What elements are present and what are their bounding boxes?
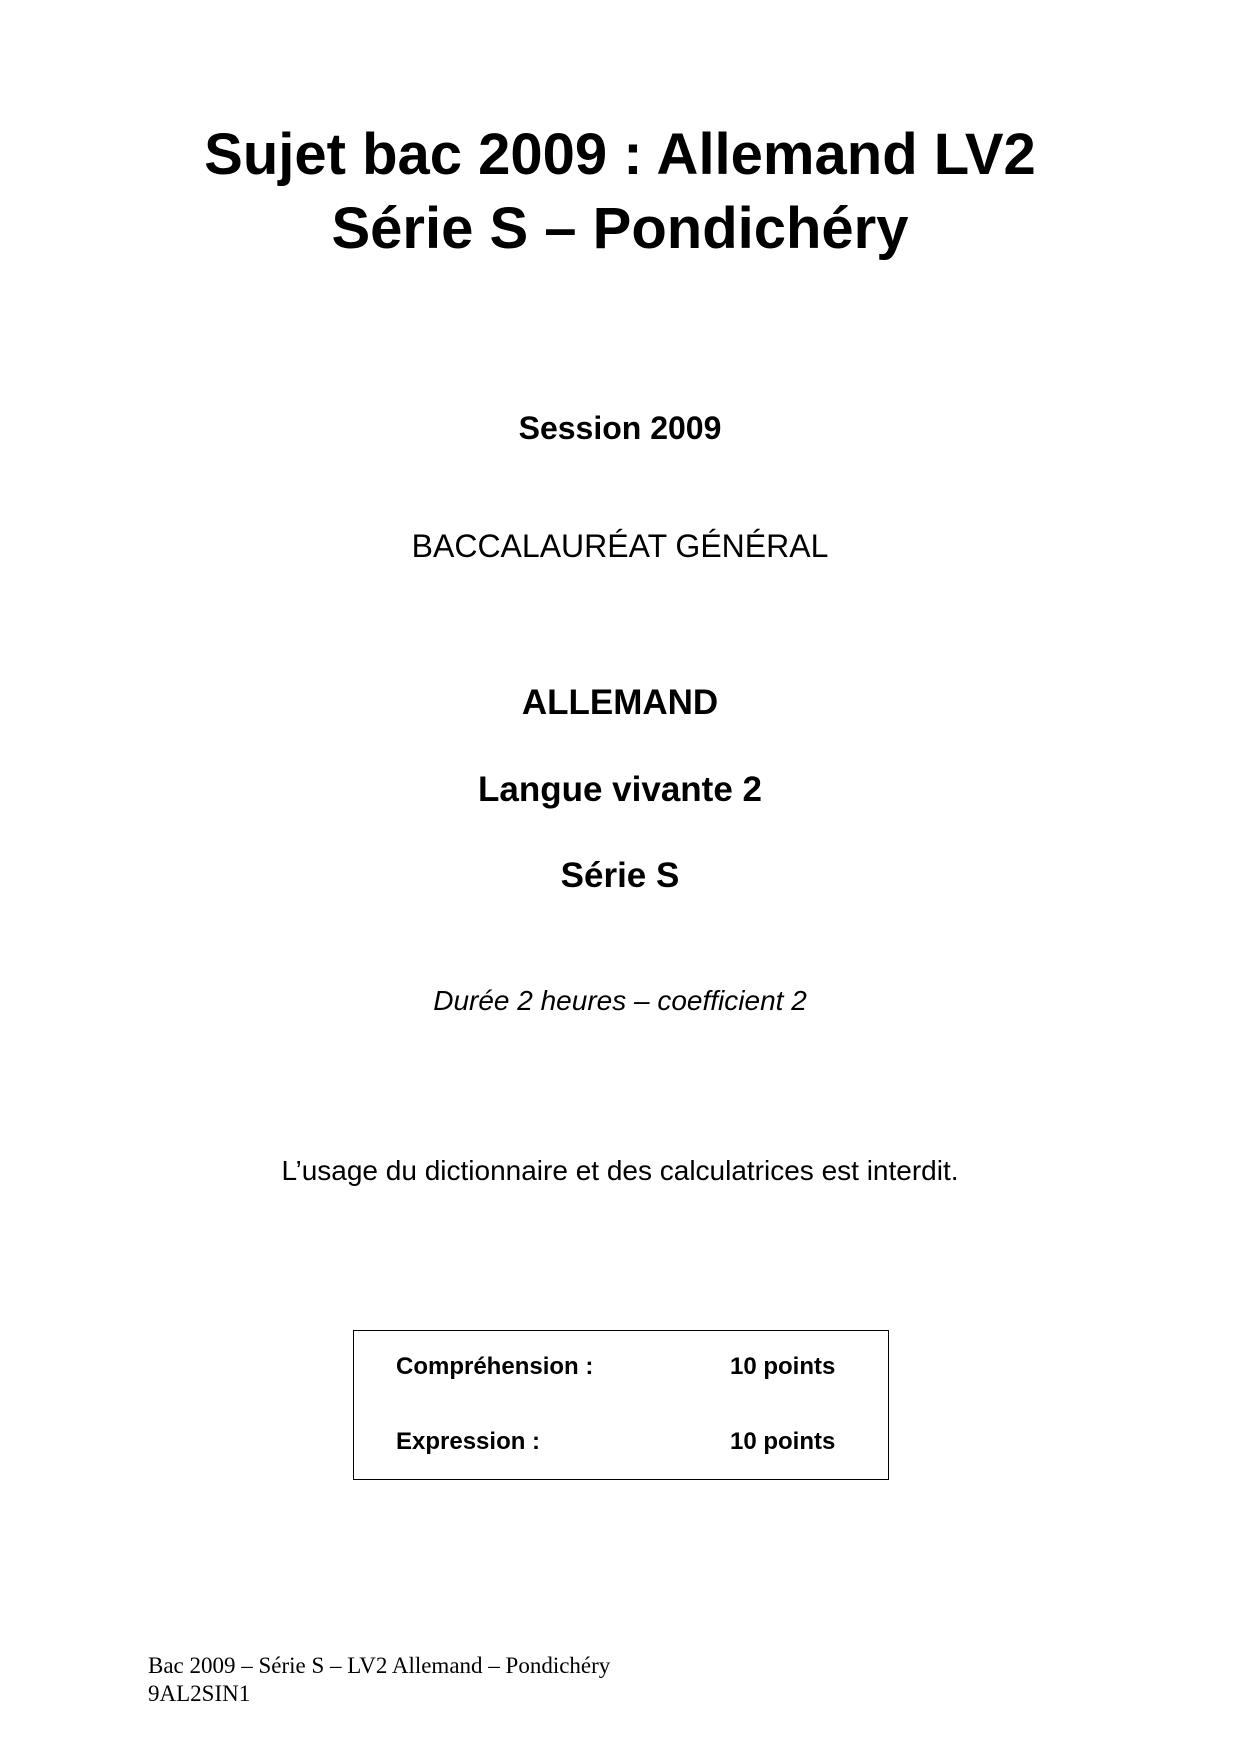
- title-line-2: Série S – Pondichéry: [331, 196, 909, 261]
- series-label: Série S: [560, 856, 680, 895]
- scoring-value: 10 points: [730, 1353, 836, 1380]
- footer-line-2: 9AL2SIN1: [148, 1681, 251, 1706]
- session-label: Session 2009: [518, 410, 722, 446]
- scoring-label: Compréhension :: [396, 1353, 594, 1380]
- language-level: Langue vivante 2: [478, 770, 762, 809]
- title-line-1: Sujet bac 2009 : Allemand LV2: [204, 122, 1036, 187]
- duration-note: Durée 2 heures – coefficient 2: [433, 985, 807, 1016]
- document-title: [0, 118, 1240, 266]
- page-footer: [148, 1652, 610, 1708]
- scoring-box: [353, 1330, 889, 1480]
- scoring-value: 10 points: [730, 1428, 836, 1455]
- rules-note: L’usage du dictionnaire et des calculatrices est interdit.: [281, 1155, 959, 1186]
- subject-heading: ALLEMAND: [521, 683, 719, 722]
- scoring-label: Expression :: [396, 1428, 541, 1455]
- exam-name: BACCALAURÉAT GÉNÉRAL: [411, 528, 829, 564]
- footer-line-1: Bac 2009 – Série S – LV2 Allemand – Pondichéry: [148, 1653, 611, 1678]
